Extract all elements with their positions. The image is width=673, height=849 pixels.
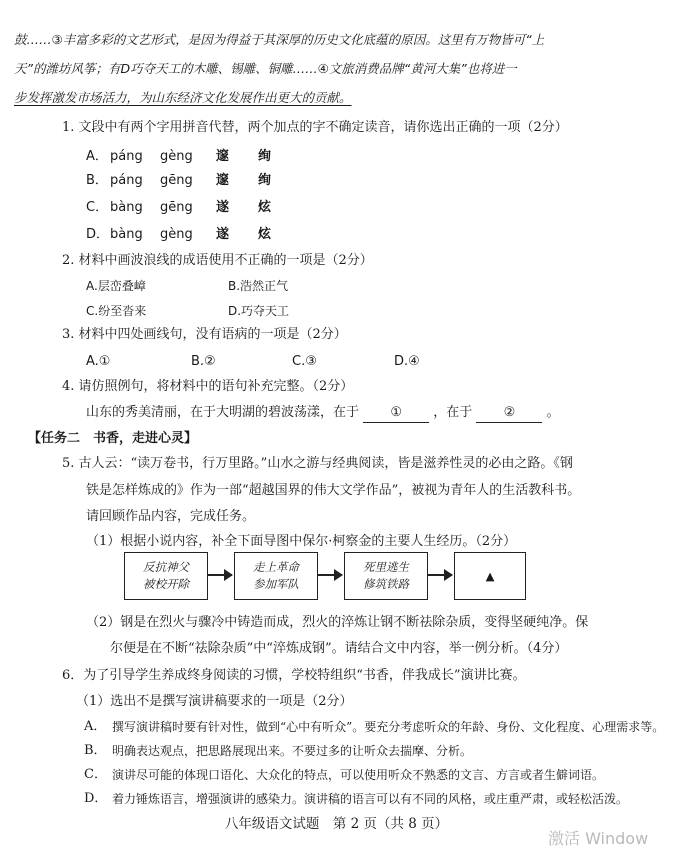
q2-stem: 2. 材料中画波浪线的成语使用不正确的一项是（2分） (62, 253, 373, 268)
q4-text-a: 山东的秀美清丽，在于大明湖的碧波荡漾，在于 (86, 405, 360, 420)
q5-sub1: （1）根据小说内容，补全下面导图中保尔·柯察金的主要人生经历。（2分） (86, 534, 517, 549)
q4-sentence (86, 404, 560, 423)
flow-arrow-2 (318, 574, 342, 576)
q2-option-d: D.巧夺天工 (228, 304, 290, 318)
q1-stem: 1. 文段中有两个字用拼音代替，两个加点的字不确定读音，请你选出正确的一项（2分） (62, 120, 568, 135)
passage-line-3-text: 步发挥激发市场活力，为山东经济文化发展作出更大的贡献。 (14, 90, 352, 105)
q4-text-b: ，在于 (433, 405, 473, 420)
flow-arrow-3 (428, 574, 452, 576)
q3-stem: 3. 材料中四处画线句，没有语病的一项是（2分） (62, 327, 347, 342)
passage-line-2-text: 天”的潍坊风筝；有D巧夺天工的木雕、锡雕、铜雕……④文旅消费品牌“黄河大集”也将进一 (14, 61, 517, 76)
q5-line-2: 铁是怎样炼成的》作为一部“超越国界的伟大文学作品”，被视为青年人的生活教科书。 (86, 483, 581, 498)
passage-line-3 (14, 89, 352, 107)
passage-line-1-text: 鼓……③丰富多彩的文艺形式，是因为得益于其深厚的历史文化底蕴的原因。这里有万物皆可“上 (14, 32, 545, 47)
flow-box-4-blank[interactable] (454, 552, 526, 600)
q5-sub2-line-1: （2）钢是在烈火与骤冷中铸造而成，烈火的淬炼让钢不断祛除杂质，变得坚硬纯净。保 (86, 615, 589, 630)
task2-title: 【任务二 书香，走进心灵】 (28, 431, 198, 446)
q3-option-a: A.① (86, 354, 111, 369)
q2-option-c: C.纷至沓来 (86, 304, 147, 318)
q4-end: 。 (546, 405, 560, 420)
flow-arrow-1 (208, 574, 232, 576)
q6-sub1: （1）选出不是撰写演讲稿要求的一项是（2分） (76, 694, 353, 709)
flow-box-3: 死里逃生 修筑铁路 (344, 552, 428, 600)
q3-option-d: D.④ (394, 354, 420, 369)
triangle-marker: ▲ (485, 568, 495, 583)
flow-box-2: 走上革命 参加军队 (234, 552, 318, 600)
activation-watermark: 激活 Window (548, 829, 649, 848)
q3-option-c: C.③ (292, 354, 317, 369)
q5-line-3: 请回顾作品内容，完成任务。 (86, 509, 256, 524)
flow-box-1: 反抗神父 被校开除 (124, 552, 208, 600)
q4-blank-2[interactable]: ② (476, 404, 542, 423)
q2-option-a: A.层峦叠嶂 (86, 279, 146, 293)
q5-sub2-line-2: 尔便是在不断“祛除杂质”中“淬炼成钢”。请结合文中内容，举一例分析。（4分） (110, 641, 568, 656)
q6-stem: 6．为了引导学生养成终身阅读的习惯，学校特组织“书香，伴我成长”演讲比赛。 (62, 668, 526, 683)
q5-line-1: 5. 古人云：“读万卷书，行万里路。”山水之游与经典阅读，皆是滋养性灵的必由之路。《钢 (62, 456, 573, 471)
q3-option-b: B.② (191, 354, 216, 369)
passage-line-2 (14, 60, 517, 78)
q4-blank-1[interactable]: ① (363, 404, 429, 423)
page-footer: 八年级语文试题 第 2 页（共 8 页） (224, 816, 449, 832)
passage-line-1 (14, 31, 544, 49)
q4-stem: 4. 请仿照例句，将材料中的语句补充完整。（2分） (62, 379, 354, 394)
q2-option-b: B.浩然正气 (228, 279, 289, 293)
